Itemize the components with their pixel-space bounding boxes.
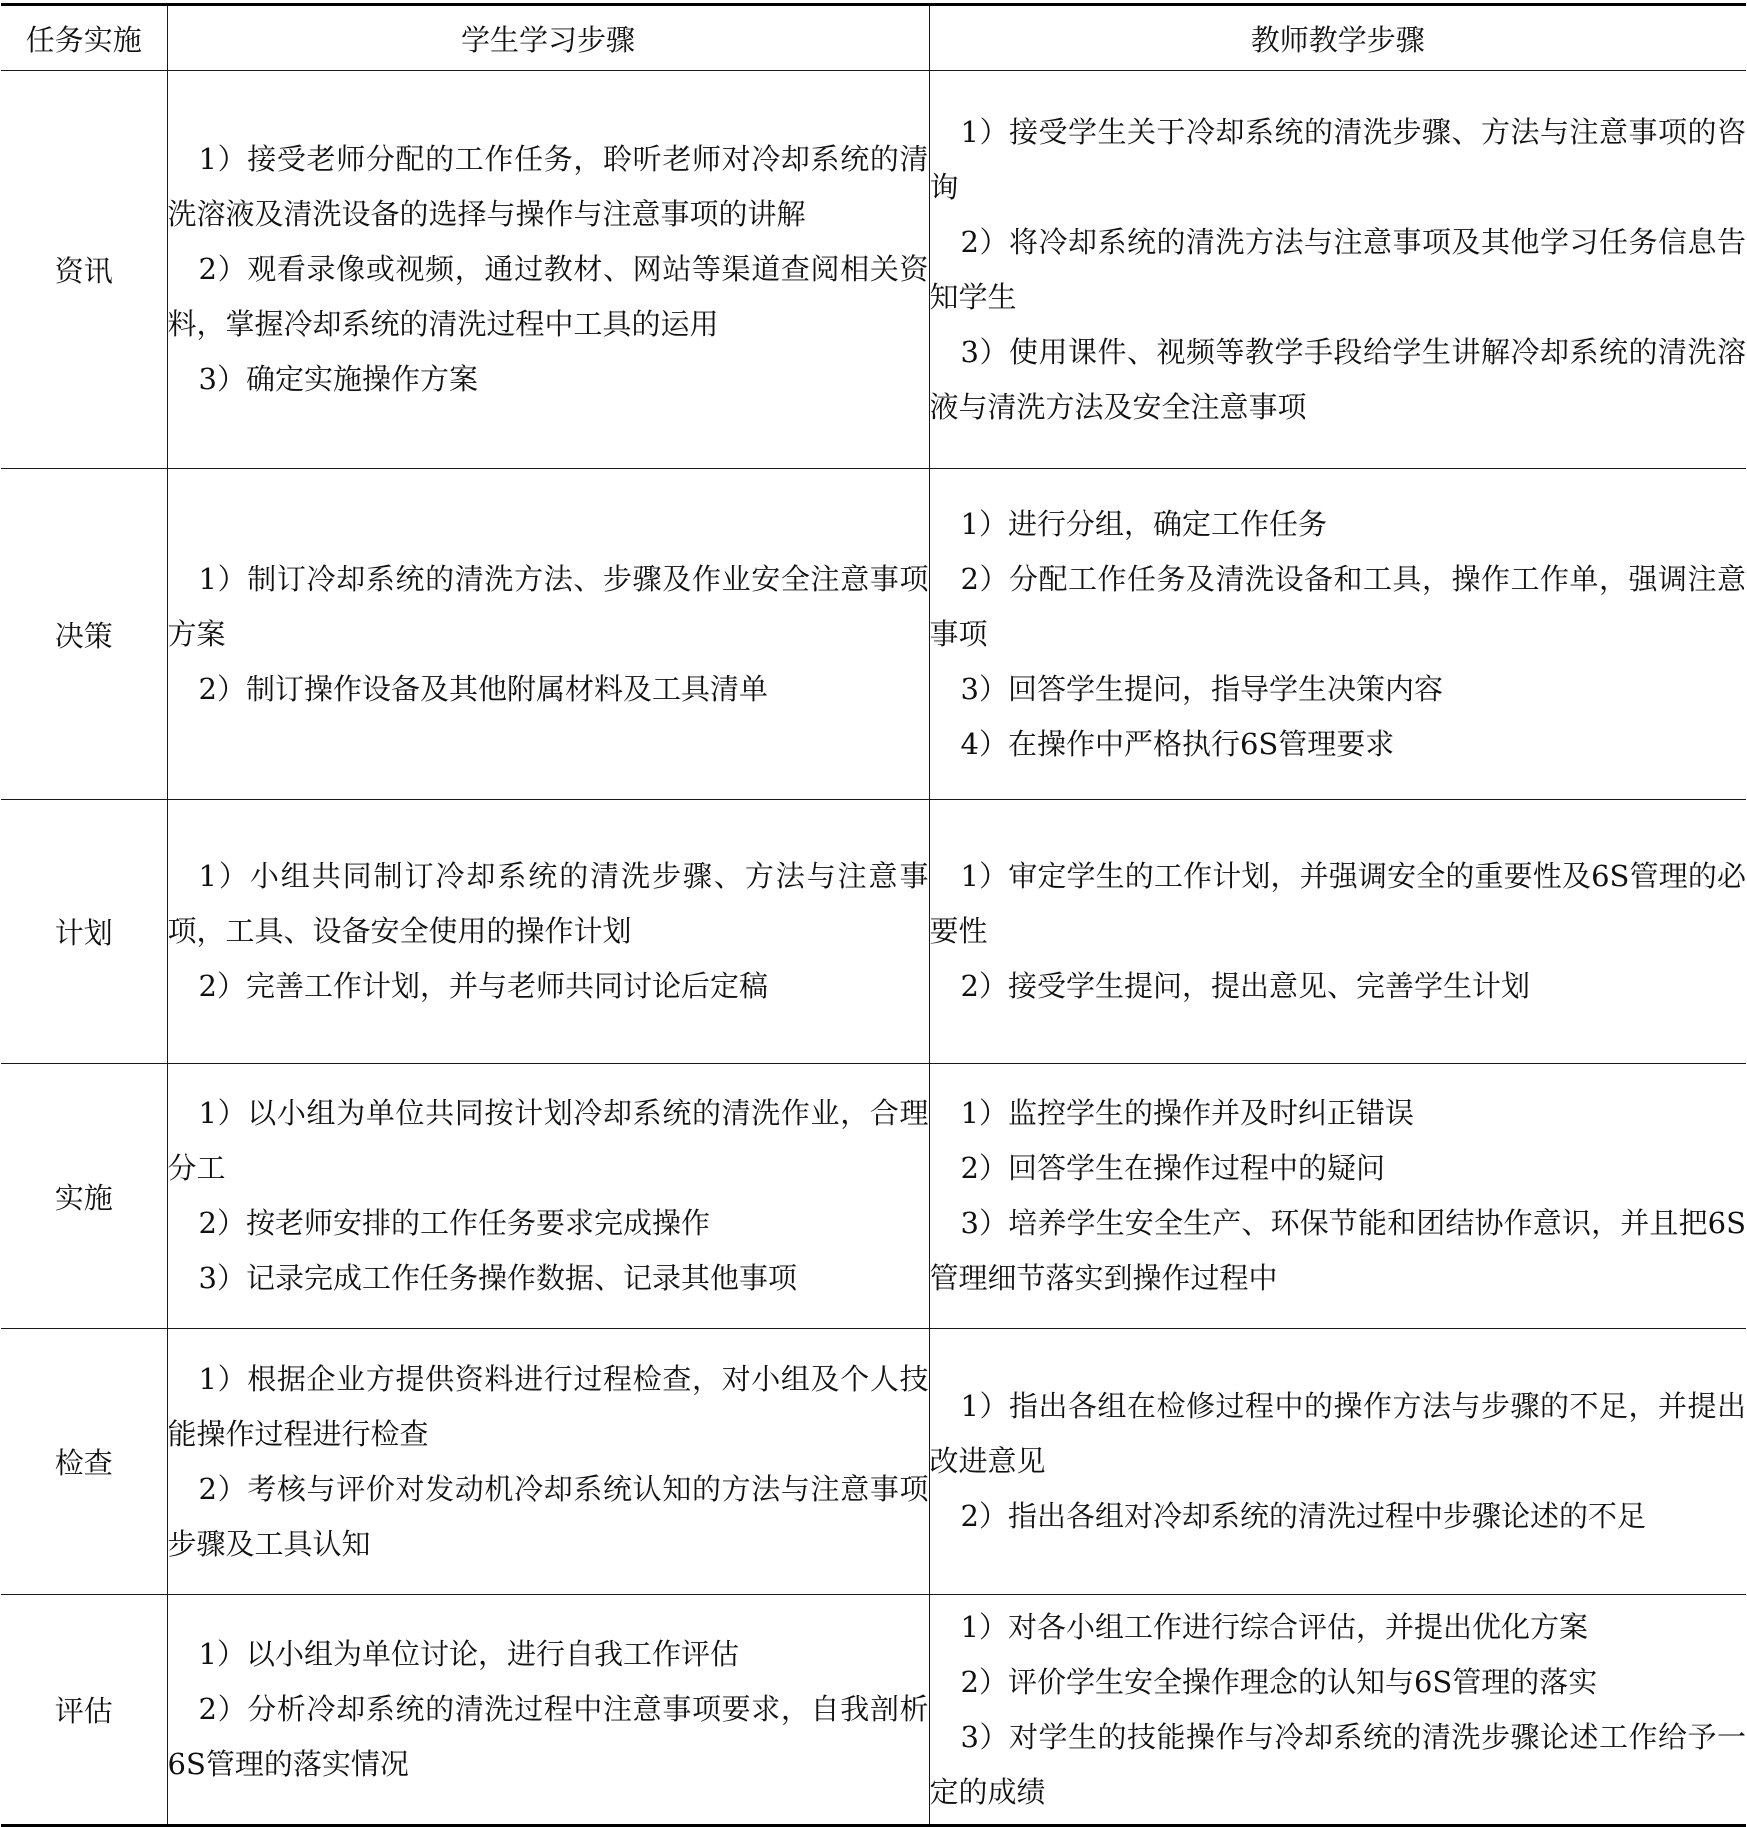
table-row	[1, 71, 1746, 469]
teacher-steps-cell	[929, 1329, 1746, 1595]
header-row	[1, 5, 1746, 71]
teacher-steps-cell	[929, 71, 1746, 469]
student-step: 2）按老师安排的工作任务要求完成操作	[198, 1206, 710, 1240]
student-step: 2）制订操作设备及其他附属材料及工具清单	[198, 671, 768, 706]
student-step: 2）观看录像或视频，通过教材、网站等渠道查阅相关资料，掌握冷却系统的清洗过程中工具的运用	[167, 252, 929, 341]
student-steps-cell	[167, 1595, 929, 1826]
student-step: 3）记录完成工作任务操作数据、记录其他事项	[198, 1261, 797, 1295]
stage-label: 资讯	[1, 71, 167, 469]
table-row	[1, 1329, 1746, 1595]
stage-label: 计划	[1, 800, 167, 1064]
teacher-steps-cell	[929, 1064, 1746, 1329]
stage-label: 决策	[1, 469, 167, 800]
teacher-step: 3）对学生的技能操作与冷却系统的清洗步骤论述工作给予一定的成绩	[929, 1719, 1746, 1809]
student-step: 1）以小组为单位讨论，进行自我工作评估	[198, 1637, 739, 1671]
teacher-step: 2）评价学生安全操作理念的认知与6S管理的落实	[960, 1664, 1598, 1699]
table-row	[1, 469, 1746, 800]
task-steps-table	[1, 3, 1746, 1827]
student-steps-cell	[167, 800, 929, 1064]
teacher-step: 1）审定学生的工作计划，并强调安全的重要性及6S管理的必要性	[929, 859, 1746, 948]
student-step: 1）制订冷却系统的清洗方法、步骤及作业安全注意事项方案	[167, 561, 929, 651]
teacher-step: 1）接受学生关于冷却系统的清洗步骤、方法与注意事项的咨询	[929, 114, 1746, 204]
teacher-step: 2）分配工作任务及清洗设备和工具，操作工作单，强调注意事项	[929, 561, 1746, 651]
stage-label: 检查	[1, 1329, 167, 1595]
student-steps-cell	[167, 469, 929, 800]
header-student: 学生学习步骤	[167, 5, 929, 71]
student-step: 2）完善工作计划，并与老师共同讨论后定稿	[198, 969, 768, 1003]
student-steps-cell	[167, 1329, 929, 1595]
student-steps-cell	[167, 71, 929, 469]
student-step: 1）接受老师分配的工作任务，聆听老师对冷却系统的清洗溶液及清洗设备的选择与操作与注意事项的讲解	[167, 142, 929, 231]
student-step: 1）以小组为单位共同按计划冷却系统的清洗作业，合理分工	[167, 1096, 929, 1185]
teacher-step: 3）培养学生安全生产、环保节能和团结协作意识，并且把6S管理细节落实到操作过程中	[929, 1206, 1746, 1295]
teacher-step: 2）指出各组对冷却系统的清洗过程中步骤论述的不足	[960, 1499, 1646, 1533]
header-teacher: 教师教学步骤	[929, 5, 1746, 71]
table-row	[1, 1064, 1746, 1329]
teacher-step: 2）将冷却系统的清洗方法与注意事项及其他学习任务信息告知学生	[929, 224, 1746, 314]
teacher-step: 1）对各小组工作进行综合评估，并提出优化方案	[960, 1609, 1588, 1644]
teacher-steps-cell	[929, 469, 1746, 800]
table-row	[1, 800, 1746, 1064]
student-step: 3）确定实施操作方案	[198, 362, 478, 396]
student-step: 2）考核与评价对发动机冷却系统认知的方法与注意事项步骤及工具认知	[167, 1471, 929, 1561]
teacher-step: 3）回答学生提问，指导学生决策内容	[960, 671, 1443, 706]
teacher-step: 1）监控学生的操作并及时纠正错误	[960, 1096, 1414, 1130]
header-stage: 任务实施	[1, 5, 167, 71]
teacher-step: 2）接受学生提问，提出意见、完善学生计划	[960, 969, 1530, 1003]
student-step: 2）分析冷却系统的清洗过程中注意事项要求，自我剖析6S管理的落实情况	[167, 1692, 929, 1781]
teacher-step: 1）指出各组在检修过程中的操作方法与步骤的不足，并提出改进意见	[929, 1389, 1746, 1478]
table-row	[1, 1595, 1746, 1826]
student-step: 1）根据企业方提供资料进行过程检查，对小组及个人技能操作过程进行检查	[167, 1361, 929, 1451]
teacher-step: 4）在操作中严格执行6S管理要求	[960, 726, 1395, 761]
teacher-steps-cell	[929, 800, 1746, 1064]
stage-label: 评估	[1, 1595, 167, 1826]
teacher-step: 2）回答学生在操作过程中的疑问	[960, 1151, 1385, 1185]
teacher-step: 3）使用课件、视频等教学手段给学生讲解冷却系统的清洗溶液与清洗方法及安全注意事项	[929, 334, 1746, 424]
student-steps-cell	[167, 1064, 929, 1329]
student-step: 1）小组共同制订冷却系统的清洗步骤、方法与注意事项，工具、设备安全使用的操作计划	[167, 859, 929, 948]
teacher-steps-cell	[929, 1595, 1746, 1826]
stage-label: 实施	[1, 1064, 167, 1329]
teacher-step: 1）进行分组，确定工作任务	[960, 506, 1327, 541]
